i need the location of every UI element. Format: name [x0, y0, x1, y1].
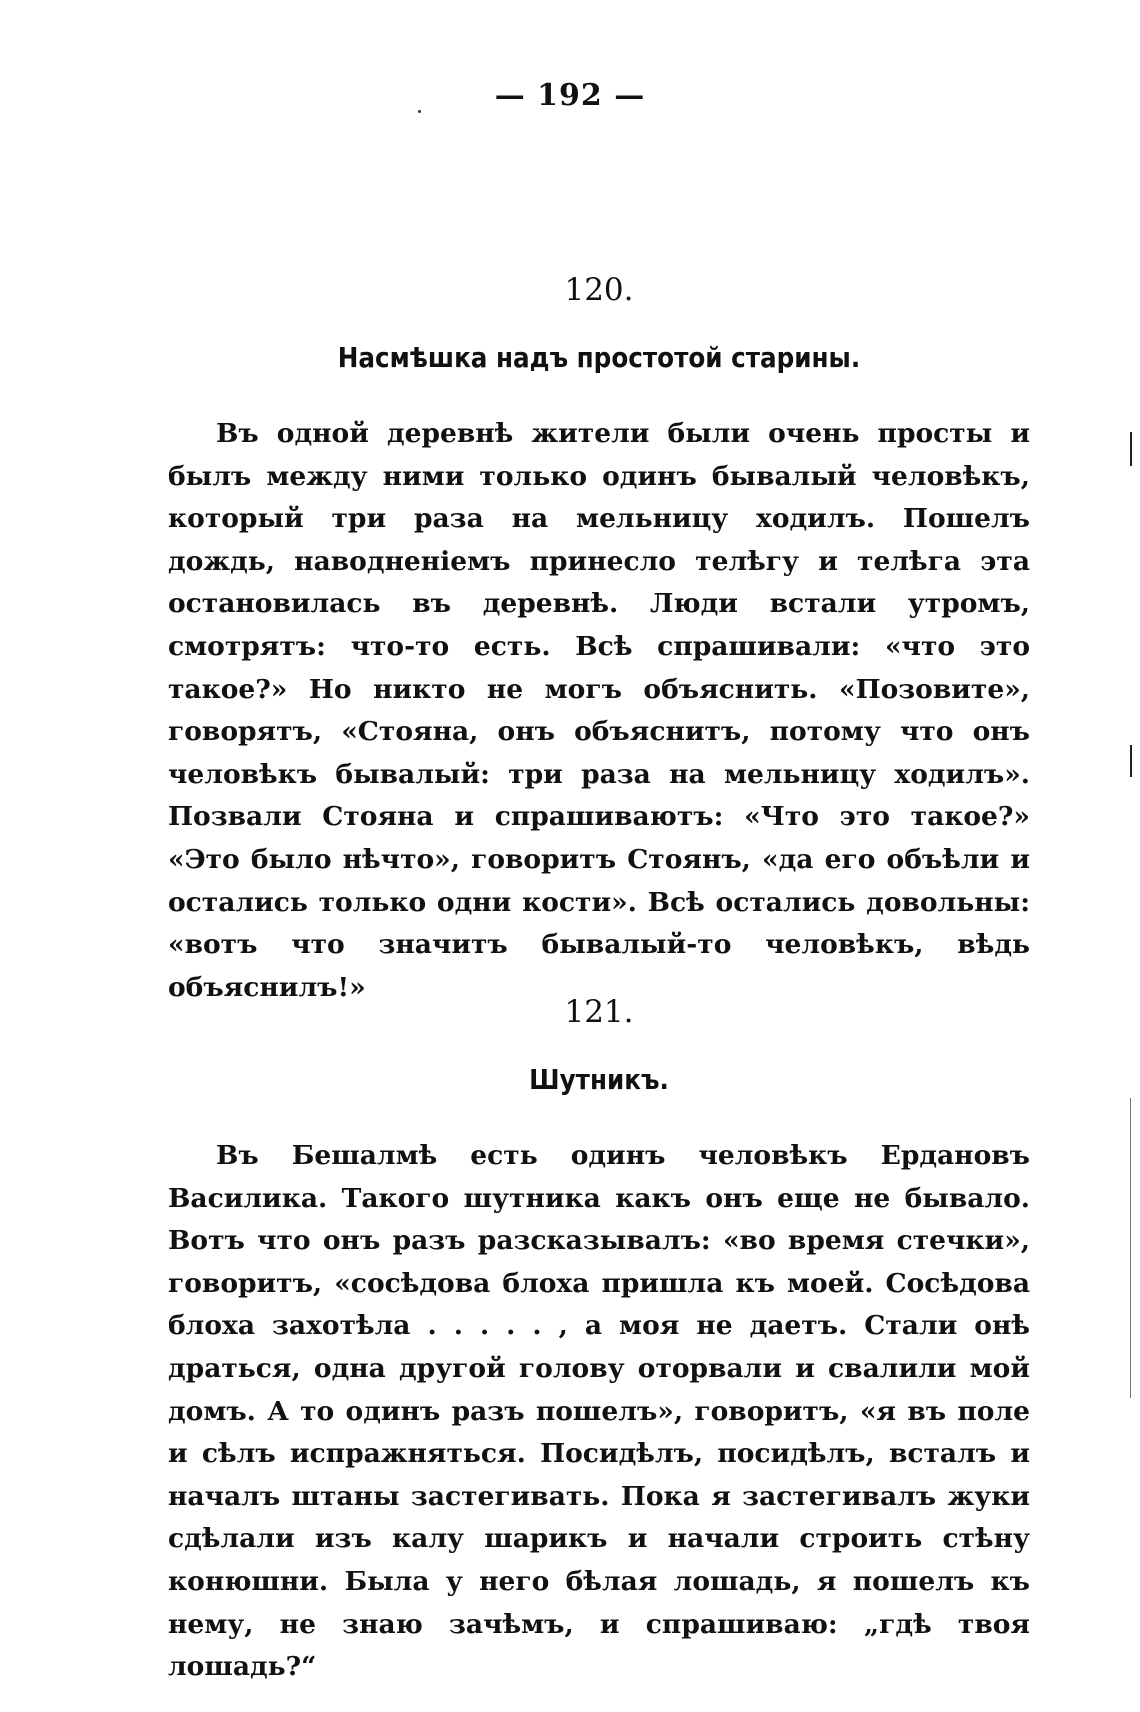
- story-section-120: [168, 272, 1030, 1009]
- story-number: 120.: [564, 272, 634, 308]
- page-number: — 192 —: [494, 78, 646, 113]
- scan-edge-mark: [1130, 432, 1132, 466]
- story-title: Насмѣшка надъ простотой старины.: [337, 341, 861, 374]
- story-title: Шутникъ.: [529, 1063, 669, 1096]
- story-text: Въ одной деревнѣ жители были очень просты и былъ между ними только одинъ бывалый человѣкъ, который три раза на мельницу ходилъ. Пошелъ дождь, наводненіемъ принесло телѣгу и телѣга эта остановилась въ деревнѣ. Люди встали утромъ, смотрятъ: что-то есть. Всѣ спрашивали: «что это такое?» Но никто не могъ объяснить. «Позовите», говорятъ, «Стояна, онъ объяснитъ, потому что онъ человѣкъ бывалый: три раза на мельницу ходилъ». Позвали Стояна и спрашиваютъ: «Что это такое?» «Это было нѣчто», говоритъ Стоянъ, «да его объѣли и остались только одни кости». Всѣ остались довольны: «вотъ что значитъ бывалый-то человѣкъ, вѣдь объяснилъ!»: [168, 418, 1030, 1003]
- story-text: Въ Бешалмѣ есть одинъ человѣкъ Ердановъ Василика. Такого шутника какъ онъ еще не бывало. Вотъ что онъ разъ разсказывалъ: «во время стечки», говоритъ, «сосѣдова блоха пришла къ моей. Сосѣдова блоха захотѣла . . . . . , а моя не даетъ. Стали онѣ драться, одна другой голову оторвали и свалили мой домъ. А то одинъ разъ пошелъ», говоритъ, «я въ поле и сѣлъ испражняться. Посидѣлъ, посидѣлъ, всталъ и началъ штаны застегивать. Пока я застегивалъ жуки сдѣлали изъ калу шарикъ и начали строить стѣну конюшни. Была у него бѣлая лошадь, я пошелъ къ нему, не знаю зачѣмъ, и спрашиваю: „гдѣ твоя лошадь?“: [168, 1140, 1030, 1683]
- story-section-121: [168, 994, 1030, 1689]
- scan-edge-mark: [1130, 745, 1132, 777]
- story-number: 121.: [564, 994, 634, 1030]
- scan-edge-mark: [1130, 1098, 1131, 1398]
